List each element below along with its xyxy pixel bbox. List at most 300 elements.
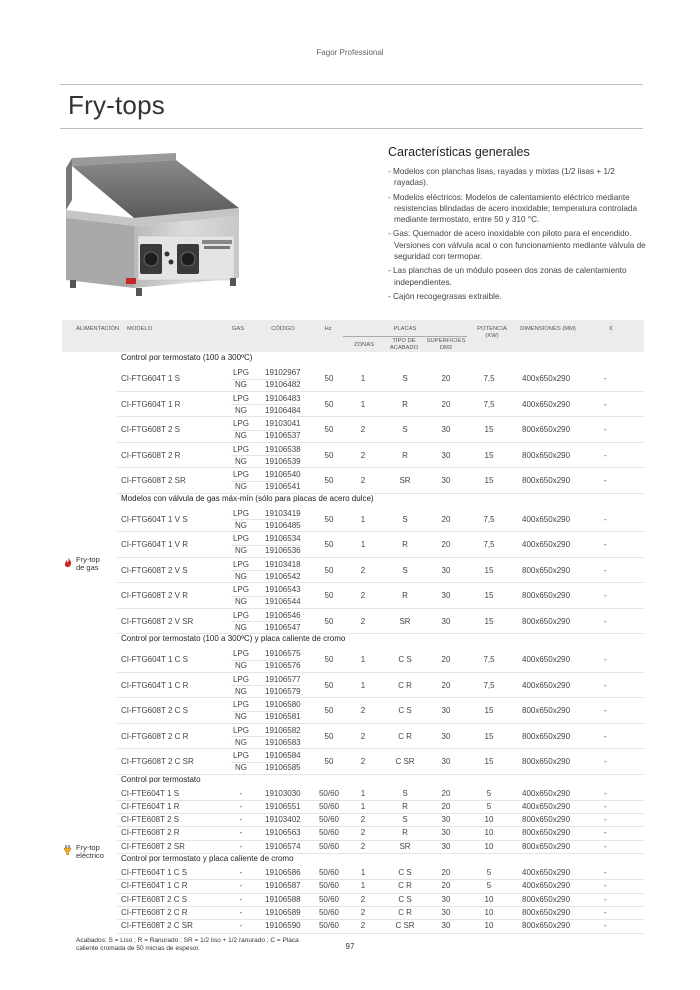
cell-price: -	[604, 841, 607, 851]
cell-dimensiones: 800x650x290	[522, 894, 571, 904]
cell-zonas: 2	[360, 706, 366, 715]
cell-model: CI-FTG604T 1 V R	[121, 540, 188, 549]
cell-superficie: 20	[441, 399, 451, 409]
col-dimensiones: DIMENSIONES (MM)	[520, 326, 576, 332]
cell-model: CI-FTG608T 2 V S	[121, 565, 188, 575]
cell-price: -	[604, 757, 607, 766]
cell-hz: 50	[324, 450, 334, 460]
cell-dimensiones: 800x650x290	[522, 815, 571, 825]
cell-tipo: R	[402, 591, 408, 600]
cell-potencia: 15	[484, 425, 494, 434]
flame-icon	[64, 557, 72, 569]
cell-hz: 50	[324, 476, 334, 485]
cell-code: 19106483	[265, 393, 301, 403]
cell-hz: 50	[324, 616, 334, 626]
cell-gas: LPG	[232, 393, 249, 403]
cell-code: 19106586	[265, 868, 301, 877]
cell-dimensiones: 400x650x290	[522, 788, 571, 798]
cell-code: 19103419	[265, 508, 301, 518]
cell-gas: NG	[235, 622, 247, 632]
cell-code: 19106576	[265, 661, 301, 670]
row-divider	[231, 404, 301, 405]
feature-item: - Modelos con planchas lisas, rayadas y mixtas (1/2 lisas + 1/2 rayadas).	[388, 167, 615, 188]
cell-dimensiones: 800x650x290	[522, 828, 571, 838]
cell-potencia: 5	[486, 801, 492, 811]
label-elec-line2: eléctrico	[76, 851, 104, 860]
cell-potencia: 15	[484, 706, 494, 715]
cell-gas: LPG	[232, 674, 249, 684]
row-divider	[231, 430, 301, 431]
cell-model: CI-FTE604T 1 C R	[121, 881, 188, 891]
cell-code: 19103041	[265, 419, 301, 428]
cell-price: -	[604, 881, 607, 891]
table-row	[117, 814, 644, 827]
cell-code: 19106539	[265, 456, 301, 466]
cell-model: CI-FTG608T 2 C R	[121, 731, 189, 741]
cell-gas: NG	[235, 737, 247, 747]
label-fry-top-electrico	[76, 844, 104, 860]
feature-item: - Cajón recogegrasas extraible.	[388, 291, 502, 301]
cell-potencia: 15	[484, 450, 494, 460]
label-gas-line2: de gas	[76, 563, 99, 572]
cell-hz: 50/60	[318, 907, 340, 917]
table-row	[117, 841, 644, 854]
cell-model: CI-FTG604T 1 C R	[121, 680, 189, 690]
cell-price: -	[604, 616, 607, 626]
row-divider	[231, 762, 301, 763]
cell-tipo: C R	[398, 881, 412, 891]
cell-price: -	[604, 706, 607, 715]
cell-gas: LPG	[232, 751, 249, 760]
cell-model: CI-FTG604T 1 R	[121, 399, 181, 409]
cell-zonas: 2	[360, 828, 366, 838]
cell-superficie: 20	[441, 788, 451, 798]
cell-model: CI-FTG604T 1 C S	[121, 655, 188, 664]
cell-zonas: 2	[360, 565, 366, 575]
section-heading: Control por termostato (100 a 300ºC) y placa caliente de cromo	[121, 634, 346, 643]
cell-dimensiones: 800x650x290	[522, 706, 571, 715]
cell-superficie: 20	[441, 655, 451, 664]
cell-gas: NG	[235, 661, 247, 670]
col-alimentacion: ALIMENTACIÓN	[76, 326, 120, 332]
brand-header: Fagor Professional	[316, 48, 384, 57]
cell-model: CI-FTG608T 2 C S	[121, 706, 188, 715]
cell-code: 19106542	[265, 571, 301, 581]
cell-gas: LPG	[232, 534, 249, 543]
cell-hz: 50/60	[318, 801, 340, 811]
cell-price: -	[604, 801, 607, 811]
cell-hz: 50	[324, 565, 334, 575]
cell-code: 19106587	[265, 881, 301, 891]
cell-hz: 50	[324, 374, 334, 383]
table-row	[117, 907, 644, 920]
cell-potencia: 15	[484, 616, 494, 626]
col-placas: PLACAS	[393, 326, 417, 332]
cell-dimensiones: 400x650x290	[522, 868, 571, 877]
cell-dimensiones: 400x650x290	[522, 540, 571, 549]
col-potencia: POTENCIA (KW)	[477, 326, 507, 339]
row-divider	[231, 711, 301, 712]
page-number: 97	[345, 942, 355, 951]
cell-superficie: 30	[441, 476, 451, 485]
cell-superficie: 30	[441, 706, 451, 715]
cell-potencia: 7,5	[483, 680, 495, 690]
table-row	[117, 673, 644, 699]
col-gas: GAS	[231, 326, 245, 332]
cell-superficie: 20	[441, 680, 451, 690]
cell-tipo: R	[402, 450, 408, 460]
cell-price: -	[604, 680, 607, 690]
cell-hz: 50	[324, 425, 334, 434]
cell-superficie: 30	[441, 828, 451, 838]
cell-hz: 50	[324, 706, 334, 715]
cell-price: -	[604, 731, 607, 741]
cell-hz: 50	[324, 757, 334, 766]
cell-gas: LPG	[232, 649, 249, 658]
row-divider	[231, 596, 301, 597]
section-heading: Control por termostato	[121, 774, 201, 784]
cell-code: 19106551	[265, 801, 301, 811]
cell-gas: NG	[235, 431, 247, 440]
table-row	[117, 392, 644, 418]
cell-hz: 50	[324, 680, 334, 690]
cell-tipo: SR	[399, 841, 411, 851]
cell-code: 19106579	[265, 686, 301, 696]
cell-price: -	[604, 788, 607, 798]
cell-tipo: S	[402, 565, 408, 575]
cell-gas: NG	[235, 456, 247, 466]
cell-potencia: 7,5	[483, 514, 495, 524]
cell-hz: 50/60	[318, 881, 340, 891]
row-divider	[231, 379, 301, 380]
cell-gas: LPG	[232, 419, 249, 428]
cell-hz: 50	[324, 591, 334, 600]
cell-hz: 50/60	[318, 841, 340, 851]
cell-gas: NG	[235, 763, 247, 772]
cell-hz: 50	[324, 731, 334, 741]
cell-hz: 50	[324, 540, 334, 549]
placas-divider	[343, 336, 467, 337]
cell-dimensiones: 800x650x290	[522, 907, 571, 917]
cell-zonas: 1	[360, 374, 366, 383]
feature-item: - Modelos eléctricos: Modelos de calentamiento eléctrico mediante resistencias blindadas de acero inoxidable; temperatura controlada mediante termostato, entre 50 y 310 °C.	[388, 192, 638, 225]
cell-dimensiones: 400x650x290	[522, 881, 571, 891]
cell-code: 19103402	[265, 815, 301, 825]
table-row	[117, 532, 644, 558]
cell-hz: 50	[324, 399, 334, 409]
cell-code: 19106588	[265, 894, 301, 904]
cell-superficie: 30	[441, 757, 451, 766]
cell-price: -	[604, 868, 607, 877]
cell-potencia: 7,5	[483, 655, 495, 664]
table-row	[117, 867, 644, 880]
col-hz: Hz	[324, 326, 332, 332]
cell-model: CI-FTG608T 2 V SR	[121, 616, 194, 626]
cell-gas: LPG	[232, 585, 249, 594]
cell-gas: -	[239, 815, 243, 825]
cell-code: 19106582	[265, 725, 301, 735]
table-row	[117, 801, 644, 814]
cell-code: 19106537	[265, 431, 301, 440]
cell-potencia: 15	[484, 591, 494, 600]
cell-potencia: 15	[484, 757, 494, 766]
cell-tipo: C R	[398, 907, 412, 917]
cell-dimensiones: 800x650x290	[522, 731, 571, 741]
cell-hz: 50	[324, 514, 334, 524]
table-row	[117, 443, 644, 469]
feature-item: - Gas: Quemador de acero inoxidable con piloto para el encendido. Versiones con válvula acal o con funcionamiento mediante válvula de seguridad con termopar.	[388, 229, 646, 262]
cell-potencia: 15	[484, 565, 494, 575]
cell-price: -	[604, 425, 607, 434]
cell-code: 19103030	[265, 788, 301, 798]
cell-superficie: 20	[441, 514, 451, 524]
cell-superficie: 30	[441, 841, 451, 851]
cell-price: -	[604, 591, 607, 600]
cell-dimensiones: 800x650x290	[522, 757, 571, 766]
cell-dimensiones: 800x650x290	[522, 591, 571, 600]
cell-dimensiones: 800x650x290	[522, 921, 571, 931]
cell-gas: LPG	[232, 610, 249, 620]
table-row	[117, 788, 644, 801]
cell-gas: -	[239, 841, 243, 851]
cell-tipo: R	[402, 828, 408, 838]
cell-tipo: S	[402, 514, 408, 524]
cell-superficie: 20	[441, 374, 451, 383]
cell-gas: LPG	[232, 368, 249, 377]
title-divider	[60, 128, 643, 129]
cell-tipo: C S	[398, 655, 412, 664]
cell-superficie: 30	[441, 921, 451, 931]
cell-potencia: 10	[484, 907, 494, 917]
cell-gas: -	[239, 894, 243, 904]
cell-potencia: 10	[484, 921, 494, 931]
cell-code: 19106547	[265, 622, 301, 632]
cell-model: CI-FTE604T 1 R	[121, 801, 180, 811]
cell-price: -	[604, 907, 607, 917]
cell-superficie: 30	[441, 815, 451, 825]
col-euro: €	[609, 326, 613, 332]
cell-gas: LPG	[232, 700, 249, 709]
cell-code: 19106540	[265, 470, 301, 479]
cell-price: -	[604, 540, 607, 549]
cell-potencia: 7,5	[483, 540, 495, 549]
cell-dimensiones: 800x650x290	[522, 565, 571, 575]
cell-dimensiones: 400x650x290	[522, 374, 571, 383]
col-modelo: MODELO	[127, 326, 153, 332]
cell-model: CI-FTE608T 2 C R	[121, 907, 188, 917]
cell-gas: -	[239, 788, 243, 798]
cell-code: 19106589	[265, 907, 301, 917]
cell-price: -	[604, 565, 607, 575]
table-row	[117, 724, 644, 750]
cell-price: -	[604, 476, 607, 485]
cell-hz: 50/60	[318, 921, 340, 931]
cell-superficie: 20	[441, 868, 451, 877]
footnote: Acabados: S = Liso ; R = Ranurado ; SR = 1/2 liso + 1/2 ranurado ; C = Placa caliente cromada de 50 micras de espesor.	[76, 937, 299, 952]
cell-tipo: C R	[398, 731, 412, 741]
cell-potencia: 15	[484, 731, 494, 741]
cell-potencia: 5	[486, 788, 492, 798]
cell-gas: LPG	[232, 508, 249, 518]
cell-gas: NG	[235, 380, 247, 389]
cell-model: CI-FTE608T 2 C SR	[121, 921, 193, 931]
table-row	[117, 558, 644, 584]
cell-hz: 50/60	[318, 894, 340, 904]
cell-code: 19106485	[265, 520, 301, 530]
cell-code: 19106575	[265, 649, 301, 658]
cell-model: CI-FTE604T 1 S	[121, 788, 180, 798]
cell-price: -	[604, 828, 607, 838]
cell-superficie: 30	[441, 907, 451, 917]
cell-superficie: 20	[441, 881, 451, 891]
cell-dimensiones: 400x650x290	[522, 514, 571, 524]
cell-model: CI-FTE608T 2 SR	[121, 841, 185, 851]
table-row	[117, 417, 644, 443]
cell-price: -	[604, 450, 607, 460]
cell-model: CI-FTG608T 2 C SR	[121, 757, 194, 766]
cell-gas: NG	[235, 520, 247, 530]
cell-model: CI-FTE608T 2 C S	[121, 894, 188, 904]
cell-superficie: 20	[441, 540, 451, 549]
cell-zonas: 1	[360, 801, 366, 811]
cell-gas: NG	[235, 405, 247, 415]
cell-model: CI-FTG608T 2 V R	[121, 591, 188, 600]
cell-price: -	[604, 815, 607, 825]
cell-zonas: 2	[360, 591, 366, 600]
cell-zonas: 1	[360, 540, 366, 549]
cell-superficie: 30	[441, 731, 451, 741]
cell-zonas: 2	[360, 757, 366, 766]
table-row	[117, 827, 644, 840]
cell-hz: 50/60	[318, 788, 340, 798]
cell-price: -	[604, 374, 607, 383]
table-row	[117, 609, 644, 635]
cell-hz: 50/60	[318, 868, 340, 877]
table-row	[117, 880, 644, 893]
cell-model: CI-FTG604T 1 S	[121, 374, 180, 383]
cell-price: -	[604, 399, 607, 409]
cell-superficie: 30	[441, 591, 451, 600]
cell-potencia: 10	[484, 828, 494, 838]
cell-gas: LPG	[232, 444, 249, 454]
cell-gas: -	[239, 881, 243, 891]
cell-tipo: C SR	[395, 921, 415, 931]
cell-zonas: 1	[360, 788, 366, 798]
label-elec-line1: Fry-top	[76, 843, 100, 852]
cell-superficie: 30	[441, 894, 451, 904]
col-tipo: TIPO DE ACABADO	[389, 338, 419, 351]
cell-code: 19106590	[265, 921, 301, 931]
label-gas-line1: Fry-top	[76, 555, 100, 564]
cell-hz: 50/60	[318, 815, 340, 825]
cell-model: CI-FTE608T 2 R	[121, 828, 180, 838]
row-divider	[231, 455, 301, 456]
cell-dimensiones: 400x650x290	[522, 399, 571, 409]
cell-code: 19106584	[265, 751, 301, 760]
col-codigo: CÓDIGO	[271, 326, 295, 332]
cell-tipo: R	[402, 540, 408, 549]
cell-zonas: 2	[360, 450, 366, 460]
cell-dimensiones: 400x650x290	[522, 655, 571, 664]
section-heading: Modelos con válvula de gas máx-mín (sólo para placas de acero dulce)	[121, 493, 374, 503]
cell-dimensiones: 800x650x290	[522, 476, 571, 485]
cell-gas: -	[239, 828, 243, 838]
table-row	[117, 468, 644, 494]
cell-superficie: 30	[441, 425, 451, 434]
cell-tipo: C S	[398, 894, 412, 904]
cell-tipo: R	[402, 801, 408, 811]
cell-tipo: C S	[398, 706, 412, 715]
cell-code: 19106581	[265, 712, 301, 721]
table-row	[117, 920, 644, 933]
features-list	[388, 166, 646, 302]
cell-code: 19106580	[265, 700, 301, 709]
cell-code: 19106544	[265, 597, 301, 606]
cell-tipo: S	[402, 374, 408, 383]
cell-dimensiones: 400x650x290	[522, 680, 571, 690]
cell-superficie: 20	[441, 801, 451, 811]
cell-zonas: 2	[360, 815, 366, 825]
row-divider	[231, 481, 301, 482]
cell-zonas: 1	[360, 868, 366, 877]
cell-price: -	[604, 514, 607, 524]
cell-zonas: 1	[360, 399, 366, 409]
features-heading: Características generales	[388, 145, 530, 159]
cell-zonas: 2	[360, 894, 366, 904]
cell-code: 19106543	[265, 585, 301, 594]
cell-price: -	[604, 894, 607, 904]
cell-gas: NG	[235, 597, 247, 606]
cell-potencia: 10	[484, 894, 494, 904]
top-divider	[60, 84, 643, 85]
table-row	[117, 894, 644, 907]
cell-code: 19106546	[265, 610, 301, 620]
cell-model: CI-FTG608T 2 S	[121, 425, 180, 434]
cell-code: 19106563	[265, 828, 301, 838]
cell-tipo: S	[402, 788, 408, 798]
cell-potencia: 7,5	[483, 399, 495, 409]
cell-potencia: 10	[484, 815, 494, 825]
cell-gas: NG	[235, 712, 247, 721]
cell-potencia: 7,5	[483, 374, 495, 383]
cell-zonas: 1	[360, 881, 366, 891]
cell-tipo: SR	[399, 476, 411, 485]
cell-zonas: 2	[360, 907, 366, 917]
cell-gas: -	[239, 907, 243, 917]
cell-tipo: C S	[398, 868, 412, 877]
features-block	[388, 145, 646, 305]
cell-zonas: 2	[360, 841, 366, 851]
cell-code: 19106577	[265, 674, 301, 684]
cell-superficie: 30	[441, 565, 451, 575]
cell-zonas: 1	[360, 655, 366, 664]
cell-potencia: 15	[484, 476, 494, 485]
cell-potencia: 5	[486, 868, 492, 877]
row-divider	[231, 519, 301, 520]
cell-tipo: R	[402, 399, 408, 409]
cell-gas: NG	[235, 571, 247, 581]
row-divider	[117, 933, 644, 934]
cell-model: CI-FTE604T 1 C S	[121, 868, 188, 877]
page-title: Fry-tops	[68, 90, 165, 120]
cell-potencia: 5	[486, 881, 492, 891]
cell-price: -	[604, 655, 607, 664]
feature-item: - Las planchas de un módulo poseen dos zonas de calentamiento independientes.	[388, 266, 627, 287]
cell-dimensiones: 800x650x290	[522, 616, 571, 626]
cell-code: 19106585	[265, 763, 301, 772]
cell-tipo: C R	[398, 680, 412, 690]
row-divider	[231, 570, 301, 571]
